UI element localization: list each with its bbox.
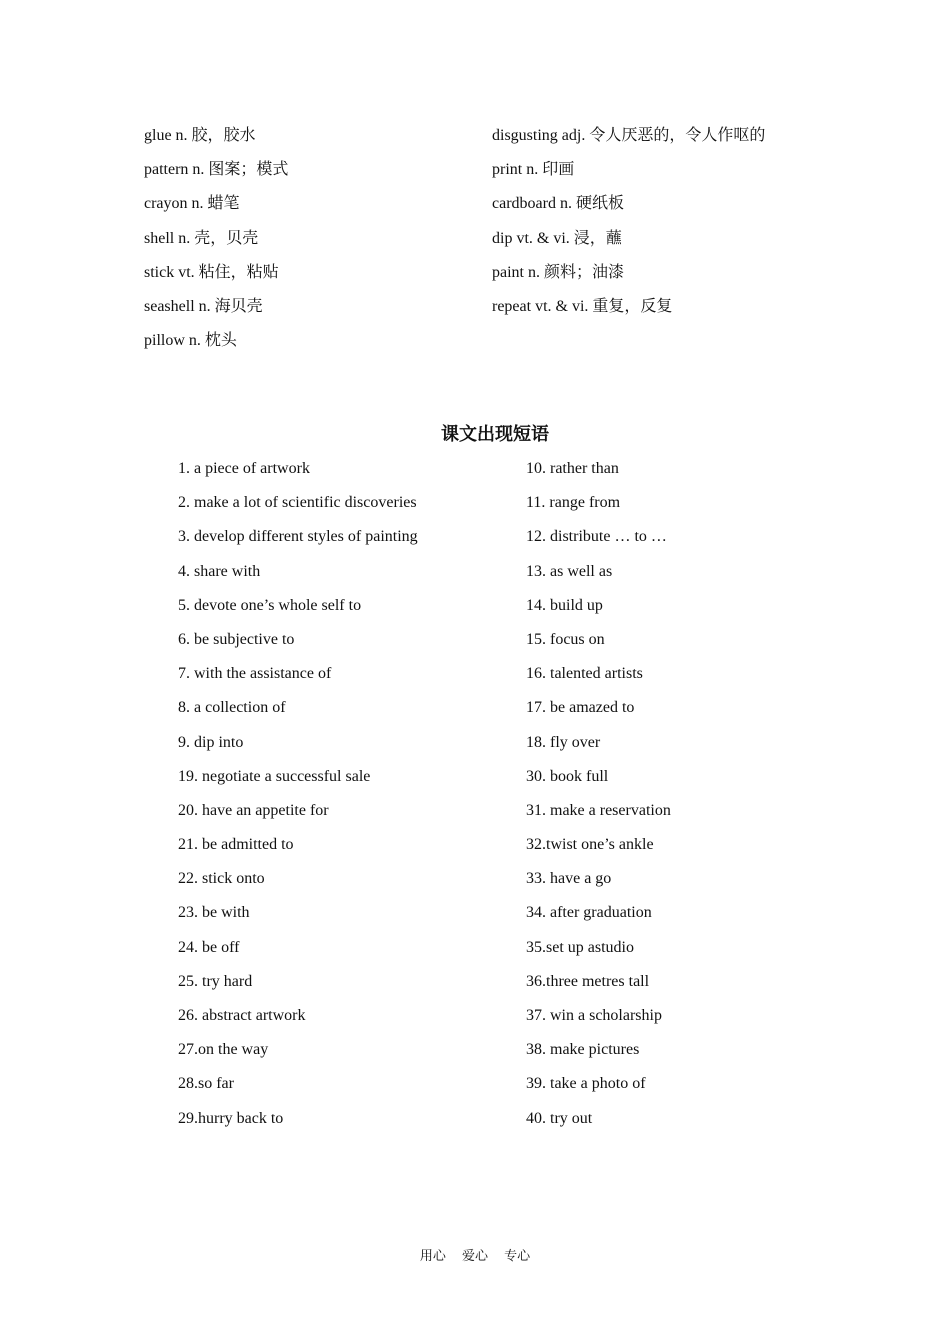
phrase-item: 9. dip into	[178, 733, 244, 751]
vocabulary-left-column	[144, 124, 288, 363]
phrase-item: 31. make a reservation	[526, 801, 671, 819]
phrase-item: 5. devote one’s whole self to	[178, 596, 362, 614]
phrase-item: 20. have an appetite for	[178, 801, 329, 819]
phrase-item: 2. make a lot of scientific discoveries	[178, 494, 417, 512]
phrase-item: 39. take a photo of	[526, 1075, 646, 1093]
vocab-item: stick vt. 粘住，粘贴	[144, 263, 279, 281]
page-footer	[0, 1248, 950, 1266]
phrase-item: 38. make pictures	[526, 1041, 640, 1059]
phrase-item: 8. a collection of	[178, 699, 286, 717]
vocab-item: dip vt. & vi. 浸，蘸	[492, 229, 622, 247]
phrases-right-column	[526, 457, 671, 1141]
vocabulary-right-column	[492, 124, 765, 329]
phrase-item: 1. a piece of artwork	[178, 460, 310, 477]
phrase-item: 36.three metres tall	[526, 972, 650, 990]
phrase-item: 17. be amazed to	[526, 699, 635, 717]
vocab-item: crayon n. 蜡笔	[144, 195, 240, 213]
phrase-item: 4. share with	[178, 562, 261, 580]
phrase-item: 10. rather than	[526, 460, 619, 477]
footer-text: 专心	[504, 1249, 531, 1264]
phrase-item: 35.set up astudio	[526, 938, 634, 956]
vocab-item: disgusting adj. 令人厌恶的，令人作呕的	[492, 127, 766, 144]
phrase-item: 15. focus on	[526, 630, 605, 648]
phrase-item: 21. be admitted to	[178, 836, 294, 854]
phrase-item: 13. as well as	[526, 562, 613, 580]
phrases-left-column	[178, 457, 418, 1141]
phrase-item: 37. win a scholarship	[526, 1007, 662, 1024]
phrase-item: 12. distribute … to …	[526, 528, 667, 546]
phrase-item: 7. with the assistance of	[178, 665, 332, 683]
vocab-item: cardboard n. 硬纸板	[492, 195, 624, 213]
phrase-item: 19. negotiate a successful sale	[178, 767, 371, 785]
phrases-section-title: 课文出现短语	[441, 424, 549, 445]
vocab-item: repeat vt. & vi. 重复，反复	[492, 297, 673, 315]
phrase-item: 27.on the way	[178, 1041, 269, 1059]
phrase-item: 28.so far	[178, 1075, 234, 1093]
vocab-item: print n. 印画	[492, 161, 575, 179]
phrase-item: 23. be with	[178, 904, 250, 922]
phrase-item: 6. be subjective to	[178, 630, 295, 648]
phrase-item: 25. try hard	[178, 972, 253, 990]
phrase-item: 32.twist one’s ankle	[526, 836, 654, 854]
phrase-item: 22. stick onto	[178, 870, 265, 888]
footer-text: 用心	[419, 1249, 446, 1264]
phrase-item: 14. build up	[526, 596, 603, 614]
phrase-item: 29.hurry back to	[178, 1109, 284, 1127]
phrase-item: 3. develop different styles of painting	[178, 528, 418, 546]
vocab-item: shell n. 壳，贝壳	[144, 229, 259, 247]
vocab-item: paint n. 颜料；油漆	[492, 263, 624, 281]
phrase-item: 33. have a go	[526, 870, 612, 888]
vocab-item: seashell n. 海贝壳	[144, 297, 263, 315]
footer-text: 爱心	[461, 1249, 488, 1264]
vocab-item: glue n. 胶，胶水	[144, 127, 256, 144]
vocab-item: pattern n. 图案；模式	[144, 161, 289, 179]
phrase-item: 40. try out	[526, 1109, 593, 1127]
phrase-item: 24. be off	[178, 938, 240, 956]
phrase-item: 11. range from	[526, 494, 621, 512]
vocab-item: pillow n. 枕头	[144, 332, 237, 350]
phrase-item: 26. abstract artwork	[178, 1007, 306, 1024]
phrase-item: 18. fly over	[526, 733, 601, 751]
phrase-item: 16. talented artists	[526, 665, 643, 683]
phrase-item: 34. after graduation	[526, 904, 652, 922]
phrase-item: 30. book full	[526, 767, 609, 785]
